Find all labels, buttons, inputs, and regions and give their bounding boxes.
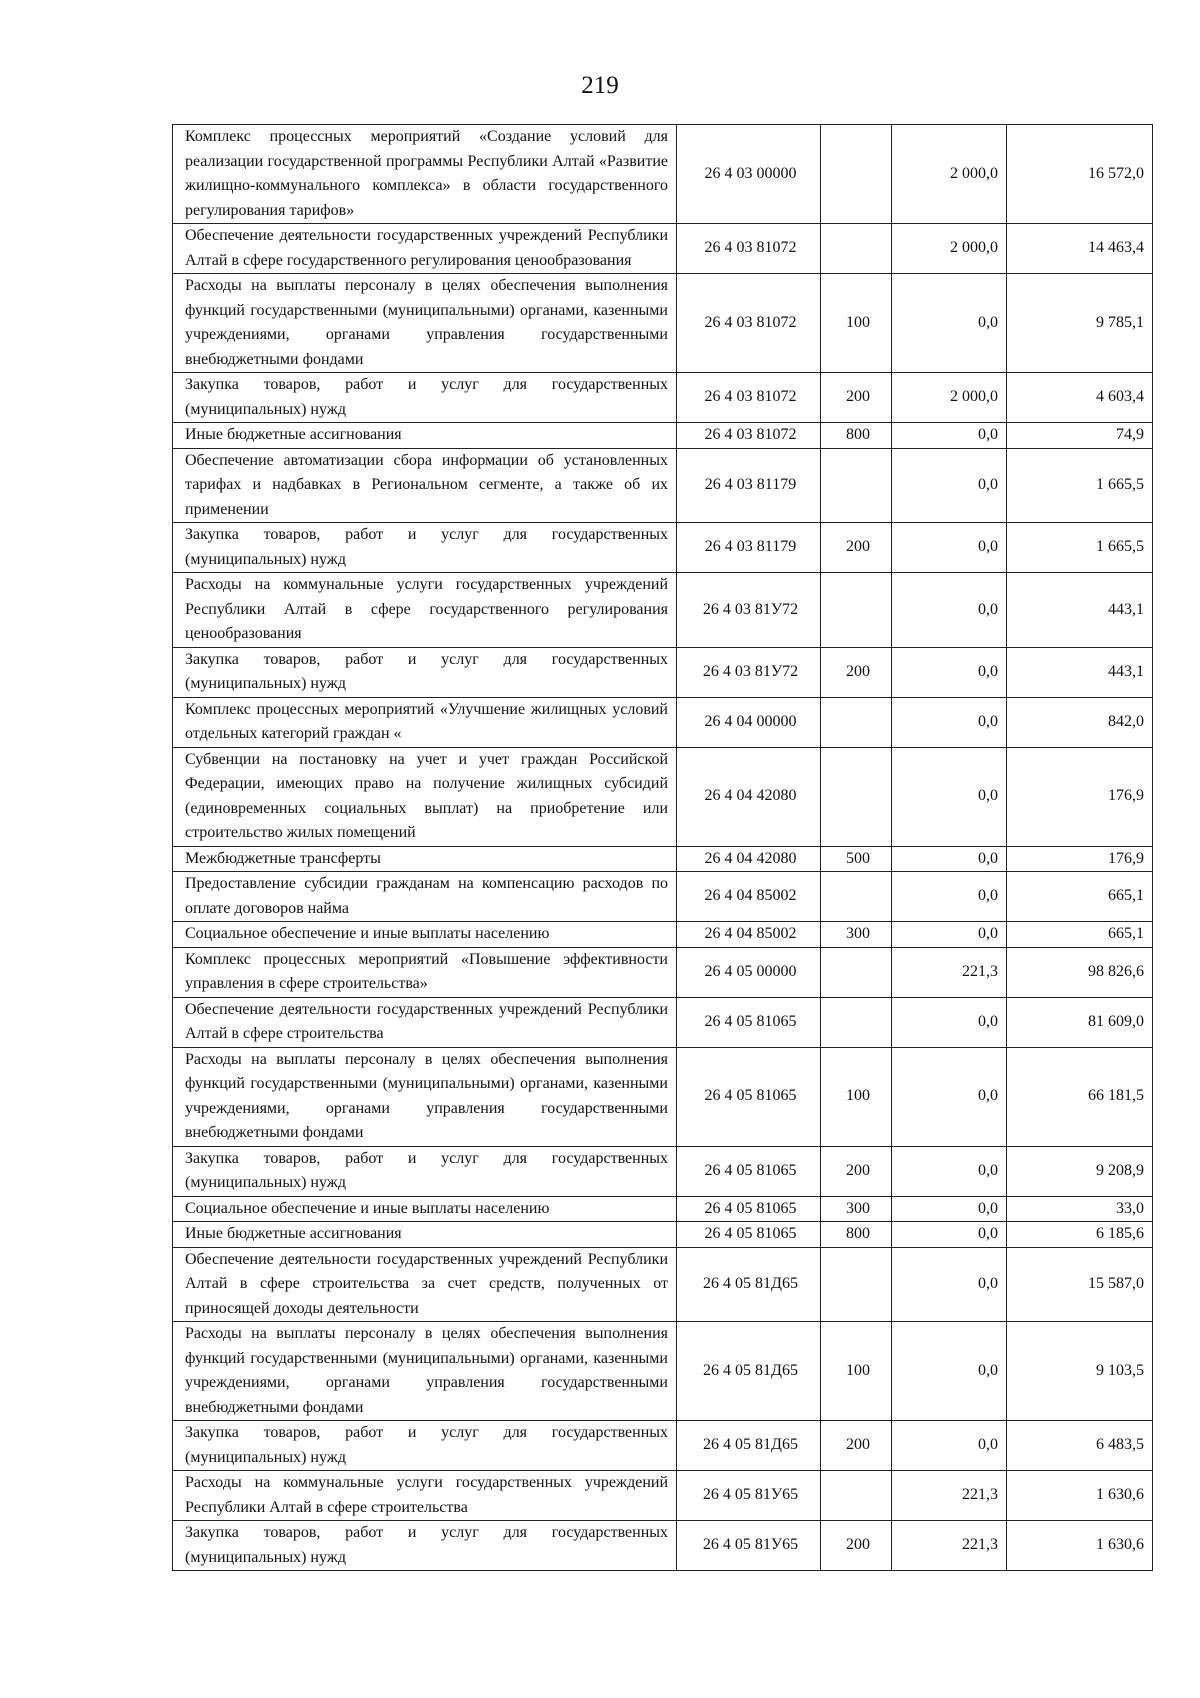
amount-year-1: 2 000,0 — [892, 373, 1007, 423]
expense-item-name: Обеспечение деятельности государственных учреждений Республики Алтай в сфере государственного регулирования ценообразования — [173, 224, 677, 274]
amount-year-1: 0,0 — [892, 1146, 1007, 1196]
target-article-code: 26 4 05 81У65 — [677, 1521, 821, 1571]
table-row — [173, 1047, 1153, 1146]
table-row — [173, 1521, 1153, 1571]
expense-type-code: 100 — [821, 274, 892, 373]
amount-year-2: 665,1 — [1007, 872, 1153, 922]
budget-table-body — [173, 125, 1153, 1571]
amount-year-1: 0,0 — [892, 448, 1007, 523]
amount-year-1: 221,3 — [892, 1521, 1007, 1571]
amount-year-1: 0,0 — [892, 846, 1007, 872]
table-row — [173, 697, 1153, 747]
table-row — [173, 1146, 1153, 1196]
expense-item-name: Расходы на коммунальные услуги государственных учреждений Республики Алтай в сфере государственного регулирования ценообразования — [173, 573, 677, 648]
expense-type-code — [821, 747, 892, 846]
expense-type-code — [821, 697, 892, 747]
table-row — [173, 373, 1153, 423]
amount-year-1: 0,0 — [892, 697, 1007, 747]
table-row — [173, 1247, 1153, 1322]
amount-year-1: 0,0 — [892, 1047, 1007, 1146]
table-row — [173, 1196, 1153, 1222]
expense-item-name: Расходы на выплаты персоналу в целях обеспечения выполнения функций государственными (муниципальными) органами, казенными учреждениями, органами управления государственными внебюджетными фондами — [173, 274, 677, 373]
target-article-code: 26 4 04 00000 — [677, 697, 821, 747]
expense-item-name: Социальное обеспечение и иные выплаты населению — [173, 922, 677, 948]
expense-item-name: Обеспечение деятельности государственных учреждений Республики Алтай в сфере строительства — [173, 997, 677, 1047]
amount-year-1: 0,0 — [892, 1196, 1007, 1222]
expense-type-code — [821, 947, 892, 997]
expense-type-code: 200 — [821, 1421, 892, 1471]
amount-year-2: 6 483,5 — [1007, 1421, 1153, 1471]
amount-year-1: 0,0 — [892, 573, 1007, 648]
target-article-code: 26 4 05 81065 — [677, 1146, 821, 1196]
target-article-code: 26 4 03 00000 — [677, 125, 821, 224]
amount-year-1: 0,0 — [892, 1247, 1007, 1322]
target-article-code: 26 4 03 81072 — [677, 274, 821, 373]
expense-type-code — [821, 997, 892, 1047]
expense-type-code: 200 — [821, 373, 892, 423]
table-row — [173, 1421, 1153, 1471]
expense-type-code: 200 — [821, 523, 892, 573]
expense-type-code: 800 — [821, 1222, 892, 1248]
expense-type-code: 500 — [821, 846, 892, 872]
amount-year-2: 14 463,4 — [1007, 224, 1153, 274]
expense-item-name: Расходы на коммунальные услуги государственных учреждений Республики Алтай в сфере строительства — [173, 1471, 677, 1521]
budget-table — [172, 124, 1153, 1571]
amount-year-2: 842,0 — [1007, 697, 1153, 747]
amount-year-2: 9 208,9 — [1007, 1146, 1153, 1196]
target-article-code: 26 4 03 81179 — [677, 523, 821, 573]
target-article-code: 26 4 05 81065 — [677, 1047, 821, 1146]
expense-item-name: Расходы на выплаты персоналу в целях обеспечения выполнения функций государственными (муниципальными) органами, казенными учреждениями, органами управления государственными внебюджетными фондами — [173, 1047, 677, 1146]
target-article-code: 26 4 03 81179 — [677, 448, 821, 523]
expense-type-code: 800 — [821, 423, 892, 449]
expense-type-code — [821, 125, 892, 224]
target-article-code: 26 4 04 85002 — [677, 872, 821, 922]
expense-type-code — [821, 872, 892, 922]
target-article-code: 26 4 03 81У72 — [677, 573, 821, 648]
target-article-code: 26 4 05 81065 — [677, 1222, 821, 1248]
expense-item-name: Межбюджетные трансферты — [173, 846, 677, 872]
expense-type-code — [821, 1247, 892, 1322]
expense-item-name: Закупка товаров, работ и услуг для государственных (муниципальных) нужд — [173, 1521, 677, 1571]
amount-year-2: 4 603,4 — [1007, 373, 1153, 423]
expense-type-code — [821, 573, 892, 648]
expense-item-name: Расходы на выплаты персоналу в целях обеспечения выполнения функций государственными (муниципальными) органами, казенными учреждениями, органами управления государственными внебюджетными фондами — [173, 1322, 677, 1421]
amount-year-2: 33,0 — [1007, 1196, 1153, 1222]
table-row — [173, 125, 1153, 224]
expense-item-name: Закупка товаров, работ и услуг для государственных (муниципальных) нужд — [173, 1421, 677, 1471]
amount-year-2: 443,1 — [1007, 647, 1153, 697]
amount-year-2: 6 185,6 — [1007, 1222, 1153, 1248]
amount-year-1: 0,0 — [892, 274, 1007, 373]
target-article-code: 26 4 03 81072 — [677, 224, 821, 274]
expense-type-code: 200 — [821, 647, 892, 697]
amount-year-2: 9 785,1 — [1007, 274, 1153, 373]
table-row — [173, 523, 1153, 573]
amount-year-1: 221,3 — [892, 947, 1007, 997]
amount-year-2: 81 609,0 — [1007, 997, 1153, 1047]
amount-year-1: 0,0 — [892, 872, 1007, 922]
amount-year-1: 0,0 — [892, 997, 1007, 1047]
target-article-code: 26 4 05 81065 — [677, 997, 821, 1047]
amount-year-2: 176,9 — [1007, 846, 1153, 872]
amount-year-1: 0,0 — [892, 1222, 1007, 1248]
target-article-code: 26 4 03 81072 — [677, 373, 821, 423]
table-row — [173, 448, 1153, 523]
target-article-code: 26 4 05 81065 — [677, 1196, 821, 1222]
expense-item-name: Закупка товаров, работ и услуг для государственных (муниципальных) нужд — [173, 647, 677, 697]
page-number: 219 — [581, 72, 619, 99]
amount-year-1: 0,0 — [892, 747, 1007, 846]
table-row — [173, 1222, 1153, 1248]
amount-year-2: 74,9 — [1007, 423, 1153, 449]
expense-item-name: Иные бюджетные ассигнования — [173, 423, 677, 449]
amount-year-1: 0,0 — [892, 647, 1007, 697]
expense-item-name: Закупка товаров, работ и услуг для государственных (муниципальных) нужд — [173, 523, 677, 573]
target-article-code: 26 4 05 81Д65 — [677, 1421, 821, 1471]
amount-year-1: 0,0 — [892, 922, 1007, 948]
expense-type-code: 100 — [821, 1322, 892, 1421]
table-row — [173, 997, 1153, 1047]
amount-year-1: 0,0 — [892, 423, 1007, 449]
expense-item-name: Закупка товаров, работ и услуг для государственных (муниципальных) нужд — [173, 1146, 677, 1196]
amount-year-1: 2 000,0 — [892, 224, 1007, 274]
amount-year-1: 2 000,0 — [892, 125, 1007, 224]
target-article-code: 26 4 04 42080 — [677, 747, 821, 846]
expense-item-name: Обеспечение автоматизации сбора информации об установленных тарифах и надбавках в Региональном сегменте, а также об их применении — [173, 448, 677, 523]
expense-type-code — [821, 448, 892, 523]
expense-type-code — [821, 224, 892, 274]
amount-year-2: 66 181,5 — [1007, 1047, 1153, 1146]
table-row — [173, 747, 1153, 846]
target-article-code: 26 4 05 81Д65 — [677, 1322, 821, 1421]
expense-type-code: 100 — [821, 1047, 892, 1146]
amount-year-2: 1 630,6 — [1007, 1471, 1153, 1521]
table-row — [173, 1322, 1153, 1421]
target-article-code: 26 4 04 42080 — [677, 846, 821, 872]
table-row — [173, 274, 1153, 373]
expense-type-code: 200 — [821, 1521, 892, 1571]
expense-type-code: 300 — [821, 1196, 892, 1222]
target-article-code: 26 4 05 81Д65 — [677, 1247, 821, 1322]
expense-type-code — [821, 1471, 892, 1521]
expense-type-code: 200 — [821, 1146, 892, 1196]
table-row — [173, 573, 1153, 648]
amount-year-2: 1 665,5 — [1007, 448, 1153, 523]
amount-year-2: 665,1 — [1007, 922, 1153, 948]
expense-item-name: Обеспечение деятельности государственных учреждений Республики Алтай в сфере строительства за счет средств, полученных от приносящей доходы деятельности — [173, 1247, 677, 1322]
table-row — [173, 224, 1153, 274]
table-row — [173, 846, 1153, 872]
expense-item-name: Комплекс процессных мероприятий «Повышение эффективности управления в сфере строительства» — [173, 947, 677, 997]
amount-year-2: 443,1 — [1007, 573, 1153, 648]
table-row — [173, 947, 1153, 997]
expense-item-name: Закупка товаров, работ и услуг для государственных (муниципальных) нужд — [173, 373, 677, 423]
expense-type-code: 300 — [821, 922, 892, 948]
table-row — [173, 423, 1153, 449]
amount-year-1: 0,0 — [892, 1421, 1007, 1471]
table-row — [173, 647, 1153, 697]
amount-year-2: 15 587,0 — [1007, 1247, 1153, 1322]
amount-year-1: 0,0 — [892, 523, 1007, 573]
target-article-code: 26 4 05 81У65 — [677, 1471, 821, 1521]
expense-item-name: Социальное обеспечение и иные выплаты населению — [173, 1196, 677, 1222]
table-row — [173, 922, 1153, 948]
expense-item-name: Комплекс процессных мероприятий «Улучшение жилищных условий отдельных категорий граждан « — [173, 697, 677, 747]
table-row — [173, 1471, 1153, 1521]
expense-item-name: Предоставление субсидии гражданам на компенсацию расходов по оплате договоров найма — [173, 872, 677, 922]
amount-year-2: 176,9 — [1007, 747, 1153, 846]
target-article-code: 26 4 05 00000 — [677, 947, 821, 997]
amount-year-1: 221,3 — [892, 1471, 1007, 1521]
amount-year-2: 1 630,6 — [1007, 1521, 1153, 1571]
amount-year-2: 98 826,6 — [1007, 947, 1153, 997]
amount-year-1: 0,0 — [892, 1322, 1007, 1421]
target-article-code: 26 4 03 81У72 — [677, 647, 821, 697]
amount-year-2: 9 103,5 — [1007, 1322, 1153, 1421]
table-row — [173, 872, 1153, 922]
expense-item-name: Комплекс процессных мероприятий «Создание условий для реализации государственной программы Республики Алтай «Развитие жилищно-коммунального комплекса» в области государственного регулирования тарифов» — [173, 125, 677, 224]
expense-item-name: Субвенции на постановку на учет и учет граждан Российской Федерации, имеющих право на получение жилищных субсидий (единовременных социальных выплат) на приобретение или строительство жилых помещений — [173, 747, 677, 846]
target-article-code: 26 4 04 85002 — [677, 922, 821, 948]
amount-year-2: 1 665,5 — [1007, 523, 1153, 573]
amount-year-2: 16 572,0 — [1007, 125, 1153, 224]
target-article-code: 26 4 03 81072 — [677, 423, 821, 449]
expense-item-name: Иные бюджетные ассигнования — [173, 1222, 677, 1248]
